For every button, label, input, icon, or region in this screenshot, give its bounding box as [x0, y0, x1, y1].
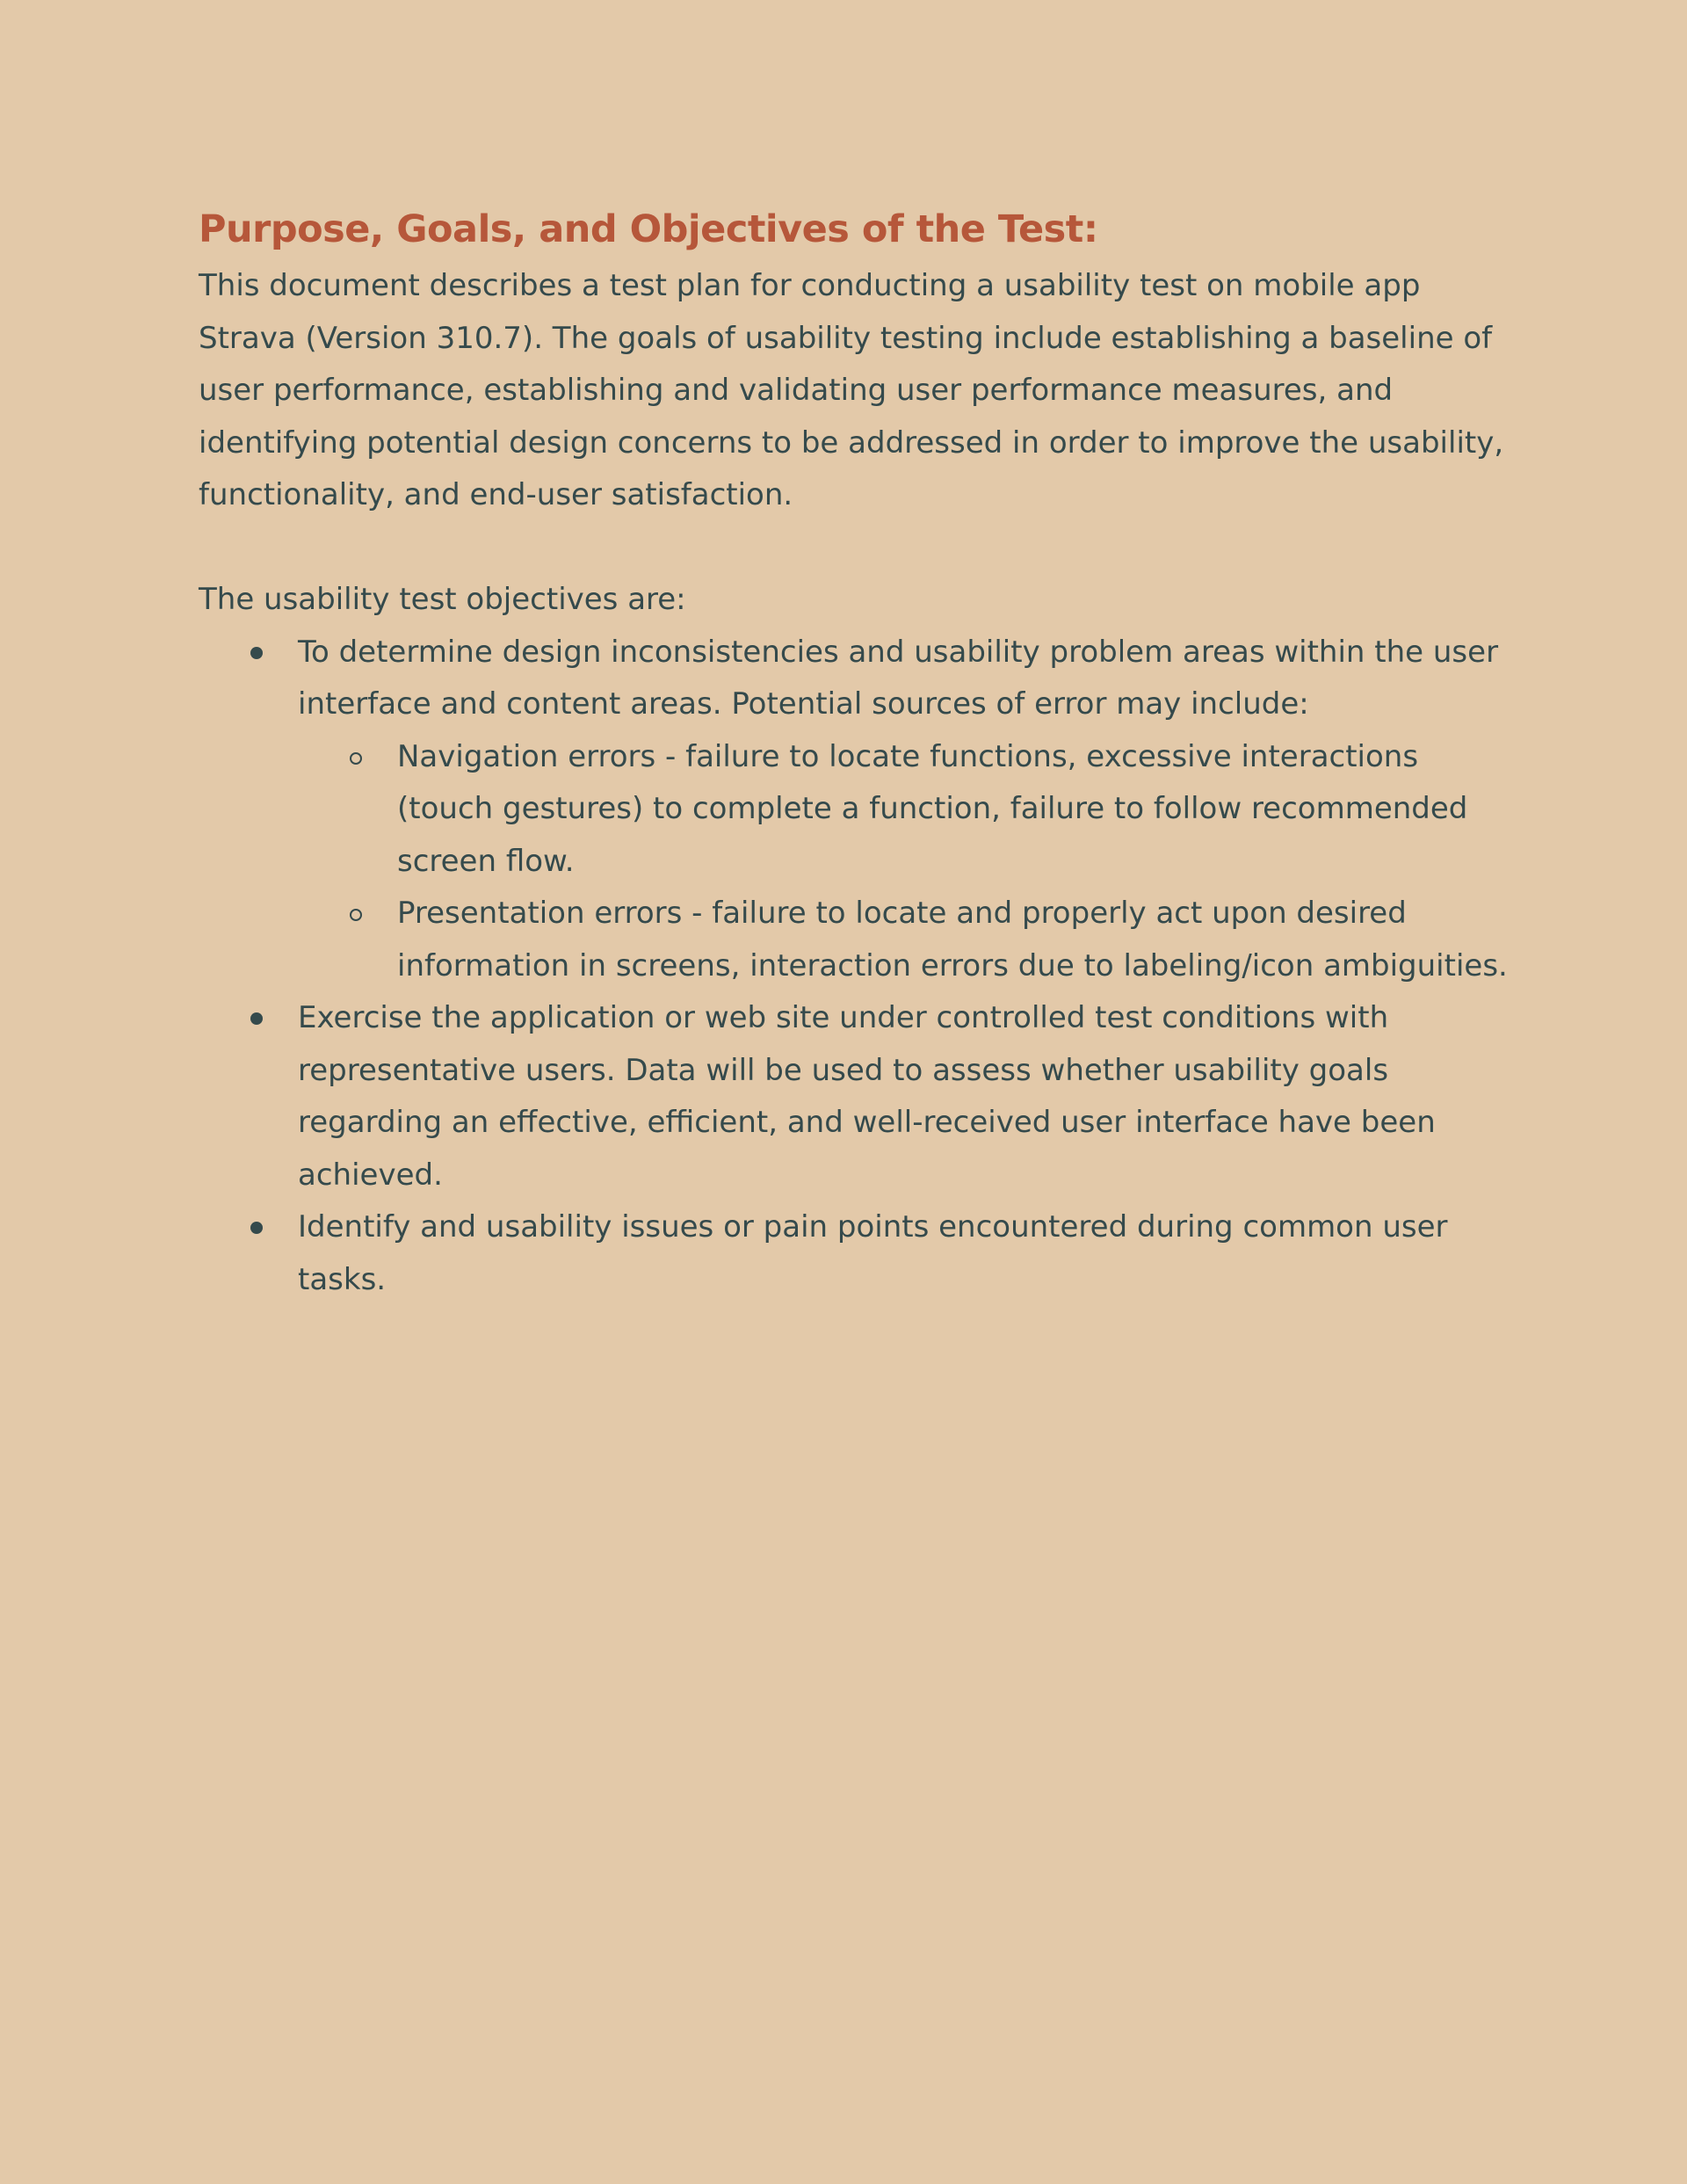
objective-text: To determine design inconsistencies and usability problem areas within the user interface and content areas. Potential sources of error may include:: [298, 634, 1499, 722]
objectives-label: The usability test objectives are:: [199, 582, 686, 617]
objective-item: [199, 992, 1508, 1201]
document-page: [199, 199, 1508, 1306]
hollow-bullet-icon: [350, 752, 362, 765]
objective-text: Identify and usability issues or pain points encountered during common user tasks.: [298, 1209, 1448, 1297]
objective-item: [199, 1201, 1508, 1306]
error-sources-list: [298, 731, 1508, 993]
sub-objective-item: [298, 731, 1508, 889]
paragraph-spacer: [199, 522, 1508, 575]
sub-objective-text: Presentation errors - failure to locate and properly act upon desired information in screens, interaction errors due to labeling/icon ambiguities.: [397, 896, 1508, 983]
bullet-icon: [250, 1222, 263, 1234]
objective-text: Exercise the application or web site under controlled test conditions with representative users. Data will be used to assess whether usability goals regarding an effective, efficient, and well-received user interface have been achieved.: [298, 1000, 1436, 1193]
hollow-bullet-icon: [350, 909, 362, 921]
objective-item: [199, 627, 1508, 993]
section-heading: Purpose, Goals, and Objectives of the Test:: [199, 207, 1098, 251]
sub-objective-item: [298, 888, 1508, 992]
bullet-icon: [250, 1012, 263, 1025]
sub-objective-text: Navigation errors - failure to locate functions, excessive interactions (touch gestures) to complete a function, failure to follow recommended screen flow.: [397, 738, 1468, 879]
bullet-icon: [250, 647, 263, 659]
objectives-list: [199, 627, 1508, 1307]
intro-paragraph: This document describes a test plan for conducting a usability test on mobile app Strava (Version 310.7). The goals of usability testing include establishing a baseline of user performance, establishing and validating user performance measures, and identifying potential design concerns to be addressed in order to improve the usability, functionality, and end-user satisfaction.: [199, 268, 1504, 512]
